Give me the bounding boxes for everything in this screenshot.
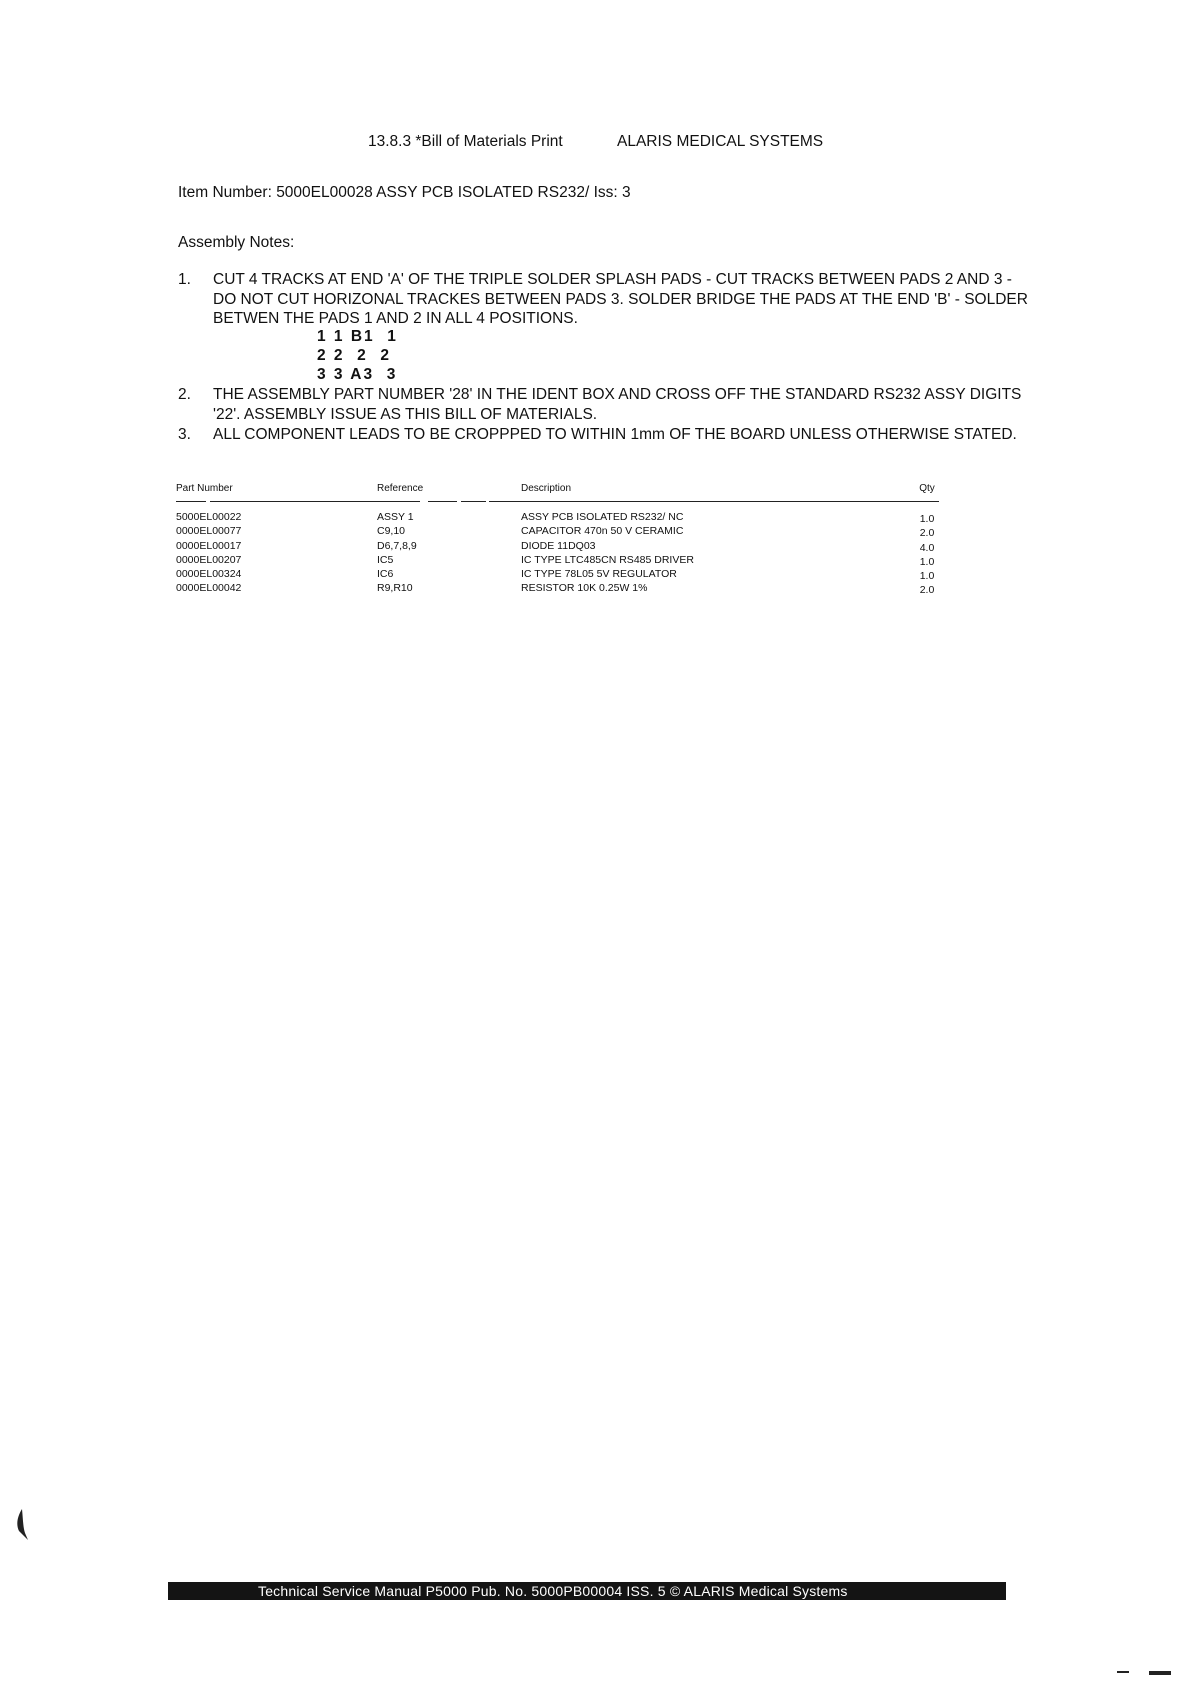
note-text: THE ASSEMBLY PART NUMBER '28' IN THE IDENT BOX AND CROSS OFF THE STANDARD RS232 ASSY DIGITS '22'. ASSEMBLY ISSUE AS THIS BILL OF MATERIALS. (213, 386, 1022, 423)
reference-cell: IC6 (377, 568, 394, 581)
table-row (176, 568, 946, 582)
assembly-note-3 (178, 425, 1038, 445)
part-number-cell: 0000EL00324 (176, 568, 242, 581)
description-cell: ASSY PCB ISOLATED RS232/ NC (521, 511, 684, 523)
pad-diagram-row-3: 3 3 A3 3 (317, 366, 398, 383)
note-text: ALL COMPONENT LEADS TO BE CROPPPED TO WITHIN 1mm OF THE BOARD UNLESS OTHERWISE STATED. (213, 426, 1017, 443)
qty-cell: 2.0 (919, 584, 935, 597)
footer-bar (168, 1582, 1006, 1600)
part-number-cell: 5000EL00022 (176, 511, 242, 523)
reference-cell: ASSY 1 (377, 511, 414, 523)
note-text: CUT 4 TRACKS AT END 'A' OF THE TRIPLE SOLDER SPLASH PADS - CUT TRACKS BETWEEN PADS 2 AND 3 - DO NOT CUT HORIZONAL TRACKES BETWEEN PADS 3. SOLDER BRIDGE THE PADS AT THE END 'B' - SOLDER BETWEN THE PADS 1 AND 2 IN ALL 4 POSITIONS. (213, 271, 1028, 327)
part-number-cell: 0000EL00017 (176, 539, 242, 552)
qty-cell: 4.0 (919, 541, 935, 554)
item-number-line: Item Number: 5000EL00028 ASSY PCB ISOLATED RS232/ Iss: 3 (178, 184, 631, 201)
note-number: 1. (178, 271, 191, 288)
assembly-notes-label: Assembly Notes: (178, 234, 295, 251)
table-row (176, 511, 946, 525)
header-rule (176, 501, 206, 502)
header-description: Description (521, 483, 572, 494)
header-rule (461, 501, 486, 502)
qty-cell: 1.0 (919, 513, 935, 525)
section-title: 13.8.3 *Bill of Materials Print (368, 133, 563, 150)
description-cell: IC TYPE 78L05 5V REGULATOR (521, 568, 677, 581)
scan-artifact-dash (1149, 1671, 1171, 1675)
table-row (176, 554, 946, 568)
reference-cell: C9,10 (377, 525, 406, 538)
scan-artifact-dash (1117, 1671, 1129, 1673)
header-part-number: Part Number (176, 483, 233, 494)
part-number-cell: 0000EL00207 (176, 553, 242, 566)
part-number-cell: 0000EL00077 (176, 525, 242, 538)
company-name: ALARIS MEDICAL SYSTEMS (617, 133, 824, 150)
footer-text: Technical Service Manual P5000 Pub. No. 5000PB00004 ISS. 5 © ALARIS Medical Systems (258, 1583, 848, 1599)
qty-cell: 1.0 (919, 555, 935, 568)
header-rule (489, 501, 939, 502)
description-cell: RESISTOR 10K 0.25W 1% (521, 582, 648, 595)
qty-cell: 2.0 (919, 527, 935, 540)
bom-table-body (176, 511, 946, 597)
reference-cell: D6,7,8,9 (377, 539, 417, 552)
table-row (176, 525, 946, 539)
reference-cell: R9,R10 (377, 582, 413, 595)
reference-cell: IC5 (377, 553, 394, 566)
description-cell: DIODE 11DQ03 (521, 539, 596, 552)
description-cell: CAPACITOR 470n 50 V CERAMIC (521, 525, 684, 538)
header-reference: Reference (377, 483, 424, 494)
table-row (176, 540, 946, 554)
pad-diagram-row-1: 1 1 B1 1 (317, 328, 398, 345)
pad-diagram-row-2: 2 2 2 2 (317, 347, 392, 364)
header-qty: Qty (919, 483, 935, 494)
note-number: 3. (178, 426, 191, 443)
qty-cell: 1.0 (919, 570, 935, 583)
header-rule (210, 501, 420, 502)
assembly-note-1 (178, 270, 1038, 329)
scan-artifact-mark (13, 1507, 31, 1541)
description-cell: IC TYPE LTC485CN RS485 DRIVER (521, 553, 694, 566)
header-rule (428, 501, 457, 502)
assembly-note-2 (178, 385, 1038, 424)
part-number-cell: 0000EL00042 (176, 582, 242, 595)
note-number: 2. (178, 386, 191, 403)
table-row (176, 582, 946, 596)
